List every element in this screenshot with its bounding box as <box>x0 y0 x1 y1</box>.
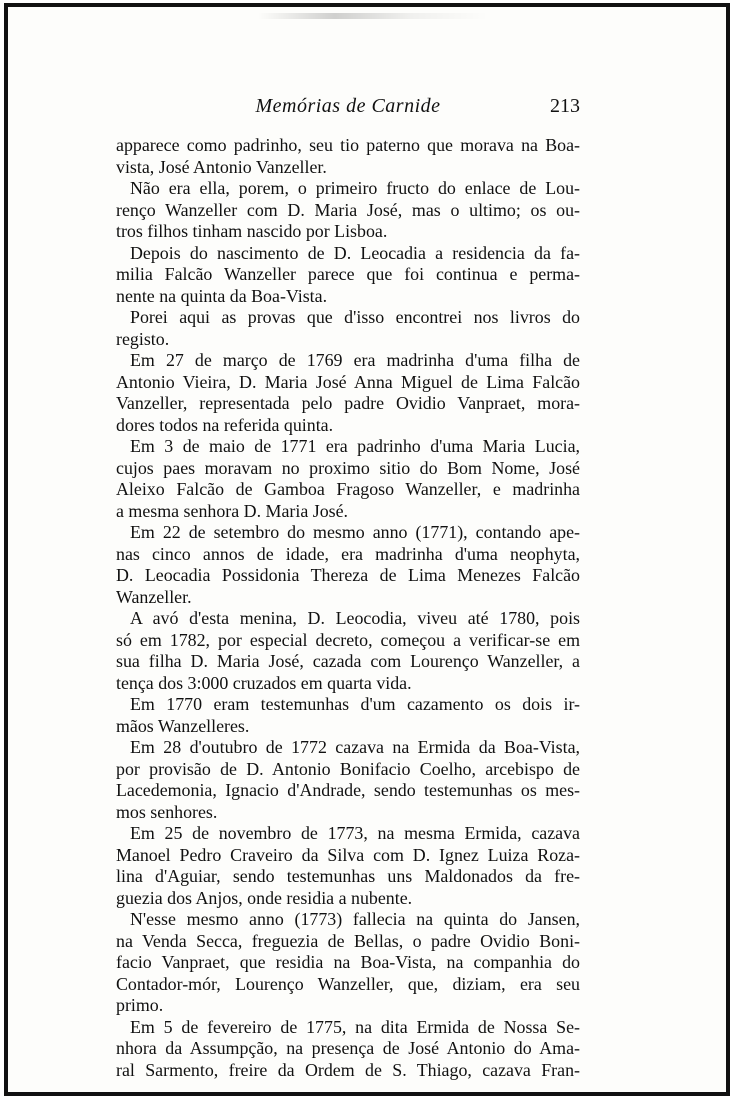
running-header <box>116 95 580 121</box>
text-line: Lacedemonia, Ignacio d'Andrade, sendo testemunhas os mes- <box>116 780 580 800</box>
text-line: na Venda Secca, freguezia de Bellas, o padre Ovidio Boni- <box>116 930 580 951</box>
text-line: apparece como padrinho, seu tio paterno que morava na Boa- <box>116 135 580 155</box>
text-line: ral Sarmento, freire da Ordem de S. Thiago, cazava Fran- <box>116 1059 580 1080</box>
text-line: A avó d'esta menina, D. Leocodia, viveu até 1780, pois <box>130 608 580 628</box>
text-line: Em 25 de novembro de 1773, na mesma Ermida, cazava <box>130 823 580 843</box>
text-line: nas cinco annos de idade, era madrinha d'uma neophyta, <box>116 543 580 564</box>
text-line: dores todos na referida quinta. <box>116 414 334 435</box>
page-scan <box>4 3 730 1096</box>
text-line: facio Vanpraet, que residia na Boa-Vista, na companhia do <box>116 952 580 972</box>
body-text <box>116 135 580 1081</box>
paragraph <box>116 436 580 522</box>
text-line: Vanzeller, representada pelo padre Ovidio Vanpraet, mora- <box>116 393 580 413</box>
paragraph <box>116 737 580 823</box>
text-line: Porei aqui as provas que d'isso encontrei nos livros do <box>130 307 580 327</box>
text-line: nhora da Assumpção, na presença de José Antonio do Ama- <box>116 1038 580 1058</box>
running-title: Memórias de Carnide <box>255 95 441 117</box>
paragraph <box>116 823 580 909</box>
page-number: 213 <box>550 95 580 117</box>
paragraph <box>116 350 580 436</box>
text-line: Em 3 de maio de 1771 era padrinho d'uma Maria Lucia, <box>130 436 580 456</box>
text-line: por provisão de D. Antonio Bonifacio Coelho, arcebispo de <box>116 758 580 779</box>
text-line: Wanzeller. <box>116 586 192 607</box>
text-line: Em 28 d'outubro de 1772 cazava na Ermida da Boa-Vista, <box>130 737 580 757</box>
text-line: Contador-mór, Lourenço Wanzeller, que, diziam, era seu <box>116 973 580 994</box>
text-line: Em 27 de março de 1769 era madrinha d'uma filha de <box>130 350 580 370</box>
paragraph <box>116 608 580 694</box>
text-line: sua filha D. Maria José, cazada com Lourenço Wanzeller, a <box>116 651 580 671</box>
text-line: vista, José Antonio Vanzeller. <box>116 156 327 177</box>
text-line: só em 1782, por especial decreto, começou a verificar-se em <box>116 629 580 650</box>
text-line: mãos Wanzelleres. <box>116 715 250 736</box>
text-line: registo. <box>116 328 170 349</box>
text-line: Aleixo Falcão de Gamboa Fragoso Wanzeller, e madrinha <box>116 479 580 499</box>
text-line: nente na quinta da Boa-Vista. <box>116 285 328 306</box>
paragraph <box>116 909 580 1017</box>
text-line: Antonio Vieira, D. Maria José Anna Miguel de Lima Falcão <box>116 371 580 392</box>
text-line: cujos paes moravam no proximo sitio do Bom Nome, José <box>116 457 580 478</box>
text-line: Em 5 de fevereiro de 1775, na dita Ermida de Nossa Se- <box>130 1016 580 1037</box>
paragraph <box>116 694 580 737</box>
text-line: a mesma senhora D. Maria José. <box>116 500 349 521</box>
text-line: Não era ella, porem, o primeiro fructo do enlace de Lou- <box>130 178 580 198</box>
paragraph <box>116 243 580 308</box>
text-line: tença dos 3:000 cruzados em quarta vida. <box>116 672 412 693</box>
text-line: Em 1770 eram testemunhas d'um cazamento os dois ir- <box>130 694 580 714</box>
text-line: renço Wanzeller com D. Maria José, mas o ultimo; os ou- <box>116 199 580 220</box>
text-line: D. Leocadia Possidonia Thereza de Lima Menezes Falcão <box>116 565 580 585</box>
text-line: tros filhos tinham nascido por Lisboa. <box>116 221 388 241</box>
text-line: Manoel Pedro Craveiro da Silva com D. Ignez Luiza Roza- <box>116 844 580 865</box>
paragraph <box>116 135 580 178</box>
text-line: Em 22 de setembro do mesmo anno (1771), contando ape- <box>130 522 580 542</box>
paragraph <box>116 1017 580 1082</box>
text-line: primo. <box>116 995 164 1015</box>
text-line: lina d'Aguiar, sendo testemunhas uns Maldonados da fre- <box>116 866 580 886</box>
text-line: N'esse mesmo anno (1773) fallecia na quinta do Jansen, <box>130 909 580 929</box>
text-line: mos senhores. <box>116 801 218 822</box>
paragraph <box>116 307 580 350</box>
text-line: guezia dos Anjos, onde residia a nubente. <box>116 887 413 908</box>
text-line: Depois do nascimento de D. Leocadia a residencia da fa- <box>130 242 580 263</box>
scan-smudge <box>258 13 488 19</box>
paragraph <box>116 178 580 243</box>
paragraph <box>116 522 580 608</box>
text-line: milia Falcão Wanzeller parece que foi continua e perma- <box>116 264 580 284</box>
